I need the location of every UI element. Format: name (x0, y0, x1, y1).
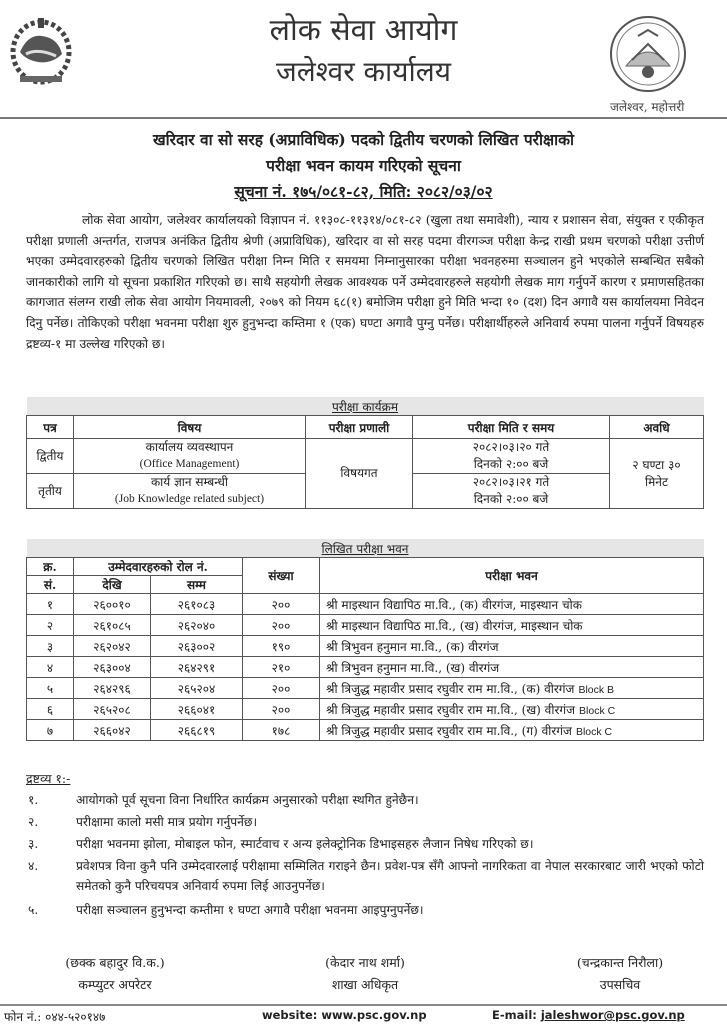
roll-from: २६१०८५ (74, 615, 151, 636)
exam-schedule-table (26, 397, 704, 509)
venue: श्री माइस्थान विद्यापिठ मा.वि., (ख) वीरगंज, माइस्थान चोक (320, 615, 704, 636)
roll-from: २६००१० (74, 594, 151, 615)
exam-venues-table (26, 539, 704, 741)
venue-row (27, 636, 704, 657)
roll-to: २६५२०४ (151, 678, 243, 699)
roll-to: २६१०८३ (151, 594, 243, 615)
roll-to: २६६८१९ (151, 720, 243, 741)
block-label: Block B (578, 683, 615, 696)
subject: कार्य ज्ञान सम्बन्धी (Job Knowledge related subject) (74, 474, 306, 509)
header-venue: परीक्षा भवन (320, 558, 704, 594)
serial-number: ४ (27, 657, 74, 678)
venue: श्री माइस्थान विद्यापिठ मा.वि., (क) वीरगंज, माइस्थान चोक (320, 594, 704, 615)
roll-to: २६३००२ (151, 636, 243, 657)
serial-number: ५ (27, 678, 74, 699)
roll-to: २६२०४० (151, 615, 243, 636)
candidate-count: १९० (243, 636, 320, 657)
roll-from: २६२०४२ (74, 636, 151, 657)
venue-row (27, 657, 704, 678)
note-item: १. आयोगको पूर्व सूचना विना निर्धारित कार्यक्रम अनुसारको परीक्षा स्थगित हुनेछैन। (28, 793, 419, 807)
notice-reference: सूचना नं. १७५/०८१-८२, मिति: २०८२/०३/०२ (234, 182, 493, 201)
candidate-count: १७८ (243, 720, 320, 741)
header-paper: पत्र (27, 416, 74, 439)
serial-number: १ (27, 594, 74, 615)
venue: श्री त्रिजुद्ध महावीर प्रसाद रघुवीर राम मा.वि., (क) वीरगंज Block B (320, 678, 704, 699)
header-sn-line1: क्र. (27, 558, 74, 576)
venue: श्री त्रिजुद्ध महावीर प्रसाद रघुवीर राम मा.वि., (ख) वीरगंज Block C (320, 699, 704, 720)
venue-row (27, 678, 704, 699)
header-sn-line2: सं. (27, 576, 74, 594)
roll-from: २६५२०८ (74, 699, 151, 720)
duration: २ घण्टा ३० मिनेट (610, 439, 704, 509)
roll-to: २६६०४१ (151, 699, 243, 720)
date-time: २०८२।०३।२० गते दिनको २:०० बजे (413, 439, 610, 474)
office-location: जलेश्वर, महोत्तरी (610, 100, 685, 114)
notes-title: द्रष्टव्य १:- (26, 771, 71, 786)
footer-email[interactable]: E-mail: jaleshwor@psc.gov.np (492, 1008, 685, 1022)
header-subject: विषय (74, 416, 306, 439)
block-label: Block C (579, 704, 616, 717)
venue: श्री त्रिभुवन हनुमान मा.वि., (क) वीरगंज (320, 636, 704, 657)
paper: द्वितीय (27, 439, 74, 474)
header-divider (0, 117, 727, 119)
org-name: लोक सेवा आयोग (269, 13, 458, 48)
notice-heading-line2: परीक्षा भवन कायम गरिएको सूचना (266, 156, 461, 175)
venue: श्री त्रिभुवन हनुमान मा.वि., (ख) वीरगंज (320, 657, 704, 678)
candidate-count: २०० (243, 615, 320, 636)
signatory: (चन्द्रकान्त निरौला) उपसचिव (576, 955, 664, 992)
signatory: (केदार नाथ शर्मा) शाखा अधिकृत (325, 955, 405, 992)
footer-website[interactable]: website: www.psc.gov.np (262, 1008, 427, 1022)
roll-from: २६६०४२ (74, 720, 151, 741)
candidate-count: २१० (243, 657, 320, 678)
header-system: परीक्षा प्रणाली (306, 416, 413, 439)
exam-schedule-caption: परीक्षा कार्यक्रम (27, 397, 704, 416)
note-item: ५. परीक्षा सञ्चालन हुनुभन्दा कम्तीमा १ घण्टा अगावै परीक्षा भवनमा आइपुग्नुपर्नेछ। (28, 903, 424, 917)
note-item: २. परीक्षामा कालो मसी मात्र प्रयोग गर्नुपर्नेछ। (28, 815, 258, 829)
note-item: ४. प्रवेशपत्र विना कुनै पनि उम्मेदवारलाई परीक्षामा सम्मिलित गराइने छैन। प्रवेश-पत्र सँगै आफ्नो नागरिकता वा नेपाल सरकारबाट जारी भएको फोटो समेतको कुनै परिचयपत्र अनिवार्य रुपमा लिई आउनुपर्नेछ। (28, 859, 704, 893)
footer-divider (0, 1004, 727, 1006)
serial-number: ६ (27, 699, 74, 720)
venue: श्री त्रिजुद्ध महावीर प्रसाद रघुवीर राम मा.वि., (ग) वीरगंज Block C (320, 720, 704, 741)
venue-row (27, 594, 704, 615)
schedule-row (27, 439, 704, 474)
header-date-time: परीक्षा मिति र समय (413, 416, 610, 439)
venue-row (27, 615, 704, 636)
roll-from: २६४२९६ (74, 678, 151, 699)
exam-venues-caption: लिखित परीक्षा भवन (27, 539, 704, 558)
office-name: जलेश्वर कार्यालय (275, 55, 452, 88)
header-roll: उम्मेदवारहरुको रोल नं. (74, 558, 243, 576)
serial-number: ३ (27, 636, 74, 657)
date-time: २०८२।०३।२१ गते दिनको २:०० बजे (413, 474, 610, 509)
roll-from: २६३००४ (74, 657, 151, 678)
serial-number: ७ (27, 720, 74, 741)
roll-to: २६४२९१ (151, 657, 243, 678)
footer-phone: फोन नं.: ०४४-५२०१४७ (4, 1010, 106, 1024)
venue-row (27, 699, 704, 720)
note-item: ३. परीक्षा भवनमा झोला, मोबाइल फोन, स्मार्टवाच र अन्य इलेक्ट्रोनिक डिभाइसहरु लैजान निषेध गरिएको छ। (28, 837, 534, 851)
header-count: संख्या (243, 558, 320, 594)
serial-number: २ (27, 615, 74, 636)
candidate-count: २०० (243, 678, 320, 699)
header-to: सम्म (151, 576, 243, 594)
subject: कार्यालय व्यवस्थापन (Office Management) (74, 439, 306, 474)
candidate-count: २०० (243, 594, 320, 615)
header-duration: अवधि (610, 416, 704, 439)
exam-system: विषयगत (306, 439, 413, 509)
signatory: (छक्क बहादुर वि.क.) कम्प्युटर अपरेटर (65, 955, 165, 992)
paper: तृतीय (27, 474, 74, 509)
header-from: देखि (74, 576, 151, 594)
candidate-count: २०० (243, 699, 320, 720)
notice-heading-line1: खरिदार वा सो सरह (अप्राविधिक) पदको द्वितीय चरणको लिखित परीक्षाको (152, 130, 575, 149)
notice-body: लोक सेवा आयोग, जलेश्वर कार्यालयको विज्ञापन नं. ११३०८-११३१४/०८१-८२ (खुला तथा समावेशी), न्याय र प्रशासन सेवा, संयुक्त र एकीकृत परीक्षा प्रणाली अन्तर्गत, राजपत्र अनंकित द्वितीय श्रेणी (अप्राविधिक), खरिदार वा सो सरह पदमा वीरगञ्ज परीक्षा केन्द्र राखी प्रथम चरणको परीक्षा उत्तीर्ण भएका उम्मेदवारहरुको द्वितीय चरणको लिखित परीक्षा निम्न मिति र समयमा निम्नानुसारका परीक्षा भवनहरुमा सञ्चालन हुने भएकोले सम्बन्धित सबैको जानकारीको लागि यो सूचना प्रकाशित गरिएको छ। साथै सहयोगी लेखक आवश्यक पर्ने उम्मेदवारहरुले सहयोगी लेखक माग गर्नुपर्ने कारण र प्रमाणसहितका कागजात संलग्न राखी लोक सेवा आयोग नियमावली, २०७९ को नियम ६८(१) बमोजिम परीक्षा हुने मिति भन्दा १० (दश) दिन अगावै यस कार्यालयमा निवेदन दिनु पर्नेछ। तोकिएको परीक्षा भवनमा परीक्षा शुरु हुनुभन्दा कम्तिमा १ (एक) घण्टा अगावै पुग्नु पर्नेछ। परीक्षार्थीहरुले अनिवार्य रुपमा पालना गर्नुपर्ने विषयहरु द्रष्टव्य-१ मा उल्लेख गरिएको छ। (26, 213, 704, 351)
venue-row (27, 720, 704, 741)
block-label: Block C (575, 725, 613, 738)
